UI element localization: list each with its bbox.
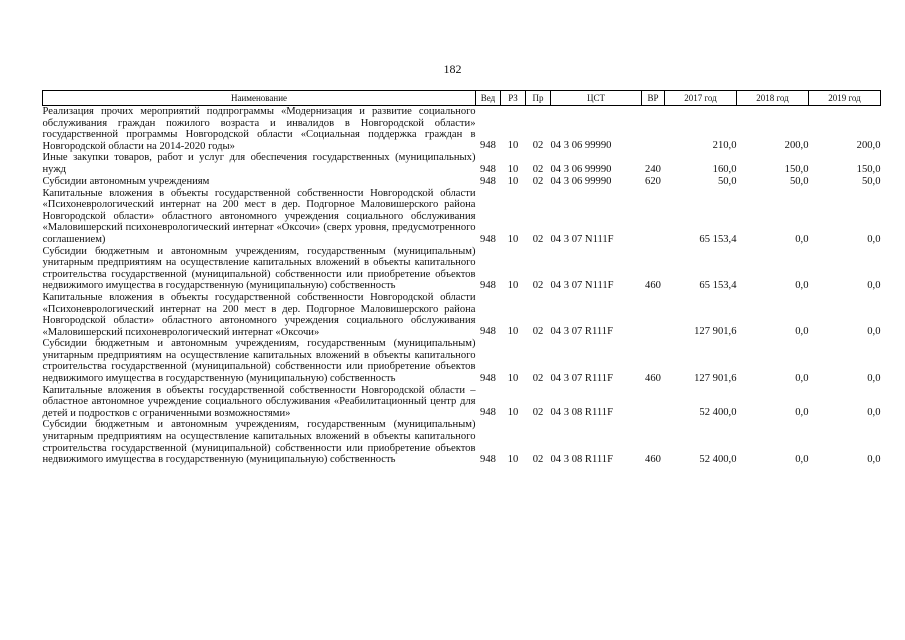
header-ved: Вед [476,91,501,106]
table-row [43,338,881,384]
cell-rz: 10 [507,175,519,187]
cell-2019: 0,0 [867,233,881,245]
cell-ved: 948 [480,140,496,152]
cell-name: Капитальные вложения в объекты государственной собственности Новгородской области «Психоневрологический интернат на 200 мест в дер. Подгорное Маловишерского района Новгородской области» областного автономного учреждения социального обслуживания «Маловишерский психоневрологический интернат «Оксочи» [42,291,476,338]
cell-name: Иные закупки товаров, работ и услуг для обеспечения государственных (муниципальных) нужд [42,152,476,175]
table-row [43,385,881,420]
cell-2019: 0,0 [867,453,881,465]
header-2018: 2018 год [737,91,809,106]
cell-rz: 10 [507,233,519,245]
cell-cst: 04 3 06 99990 [550,175,612,187]
cell-name: Капитальные вложения в объекты государственной собственности Новгородской области «Психоневрологический интернат на 200 мест в дер. Подгорное Маловишерского района Новгородской области» областного автономного учреждения социального обслуживания «Маловишерский психоневрологический интернат «Оксочи» (сверх уровня, предусмотренного соглашением) [42,187,476,245]
table-row [43,106,881,153]
cell-pr: 02 [532,233,544,245]
cell-pr: 02 [532,163,544,175]
cell-rz: 10 [507,453,519,465]
cell-ved: 948 [480,372,496,384]
cell-rz: 10 [507,163,519,175]
cell-cst: 04 3 07 N111F [550,233,614,245]
cell-vr [642,385,665,420]
cell-2019: 0,0 [867,326,881,338]
cell-name: Субсидии бюджетным и автономным учреждениям, государственным (муниципальным) унитарным предприятиям на осуществление капитальных вложений в объекты капитального строительства государственной (муниципальной) собственности или приобретение объектов недвижимого имущества в государственную (муниципальную) собственность [42,338,476,385]
cell-pr: 02 [532,453,544,465]
cell-2019: 0,0 [867,407,881,419]
cell-2019: 0,0 [867,372,881,384]
cell-cst: 04 3 08 R111F [550,453,613,465]
cell-name: Реализация прочих мероприятий подпрограммы «Модернизация и развитие социального обслуживания граждан пожилого возраста и инвалидов в Новгородской области» государственной программы Новгородской области «Социальная поддержка граждан в Новгородской области на 2014-2020 годы» [42,106,476,152]
cell-rz: 10 [507,279,519,291]
table-row [43,292,881,338]
cell-2018: 0,0 [795,372,809,384]
cell-name: Капитальные вложения в объекты государственной собственности Новгородской области – областное автономное учреждение социального обслуживания «Реабилитационный центр для детей и подростков с ограниченными возможностями» [42,384,476,419]
cell-pr: 02 [532,326,544,338]
cell-2019: 150,0 [856,163,881,175]
header-2019: 2019 год [809,91,881,106]
cell-pr: 02 [532,407,544,419]
cell-vr: 460 [645,453,661,465]
cell-vr: 460 [645,372,661,384]
cell-2019: 0,0 [867,279,881,291]
cell-2017: 50,0 [717,175,737,187]
table-row [43,246,881,292]
cell-pr: 02 [532,175,544,187]
cell-2019: 50,0 [861,175,881,187]
header-rz: РЗ [501,91,526,106]
cell-vr: 240 [645,163,661,175]
cell-2017: 52 400,0 [699,453,737,465]
budget-table [42,90,881,466]
cell-2018: 150,0 [784,163,809,175]
table-row [43,176,881,188]
cell-2017: 160,0 [712,163,737,175]
cell-pr: 02 [532,140,544,152]
cell-rz: 10 [507,140,519,152]
header-cst: ЦСТ [551,91,642,106]
cell-name: Субсидии автономным учреждениям [42,175,210,187]
cell-ved: 948 [480,407,496,419]
header-2017: 2017 год [665,91,737,106]
cell-ved: 948 [480,233,496,245]
header-pr: Пр [526,91,551,106]
cell-vr: 620 [645,175,661,187]
cell-2019: 200,0 [856,140,881,152]
cell-ved: 948 [480,175,496,187]
cell-cst: 04 3 07 R111F [550,326,613,338]
table-row [43,419,881,465]
cell-2018: 50,0 [789,175,809,187]
page-number: 182 [443,62,462,76]
cell-2018: 0,0 [795,407,809,419]
cell-cst: 04 3 06 99990 [550,140,612,152]
cell-2018: 0,0 [795,326,809,338]
cell-vr [642,106,665,153]
cell-rz: 10 [507,407,519,419]
cell-2018: 0,0 [795,279,809,291]
cell-ved: 948 [480,326,496,338]
cell-vr [642,292,665,338]
cell-ved: 948 [480,453,496,465]
header-name: Наименование [43,91,476,106]
cell-2017: 127 901,6 [694,372,737,384]
cell-name: Субсидии бюджетным и автономным учреждениям, государственным (муниципальным) унитарным предприятиям на осуществление капитальных вложений в объекты капитального строительства государственной (муниципальной) собственности или приобретение объектов недвижимого имущества в государственную (муниципальную) собственность [42,419,476,466]
cell-2017: 127 901,6 [694,326,737,338]
header-vr: ВР [642,91,665,106]
cell-pr: 02 [532,372,544,384]
cell-2017: 52 400,0 [699,407,737,419]
cell-vr: 460 [645,279,661,291]
cell-rz: 10 [507,372,519,384]
cell-2018: 0,0 [795,453,809,465]
cell-ved: 948 [480,163,496,175]
cell-cst: 04 3 07 R111F [550,372,613,384]
cell-vr [642,188,665,246]
cell-cst: 04 3 07 N111F [550,279,614,291]
cell-2018: 0,0 [795,233,809,245]
cell-name: Субсидии бюджетным и автономным учреждениям, государственным (муниципальным) унитарным предприятиям на осуществление капитальных вложений в объекты капитального строительства государственной (муниципальной) собственности или приобретение объектов недвижимого имущества в государственную (муниципальную) собственность [42,245,476,292]
cell-2017: 65 153,4 [699,279,737,291]
cell-cst: 04 3 08 R111F [550,407,613,419]
cell-2018: 200,0 [784,140,809,152]
cell-pr: 02 [532,279,544,291]
table-row [43,152,881,175]
cell-2017: 65 153,4 [699,233,737,245]
cell-2017: 210,0 [712,140,737,152]
table-header-row [43,91,881,106]
table-body [43,106,881,466]
cell-rz: 10 [507,326,519,338]
cell-ved: 948 [480,279,496,291]
table-row [43,188,881,246]
cell-cst: 04 3 06 99990 [550,163,612,175]
